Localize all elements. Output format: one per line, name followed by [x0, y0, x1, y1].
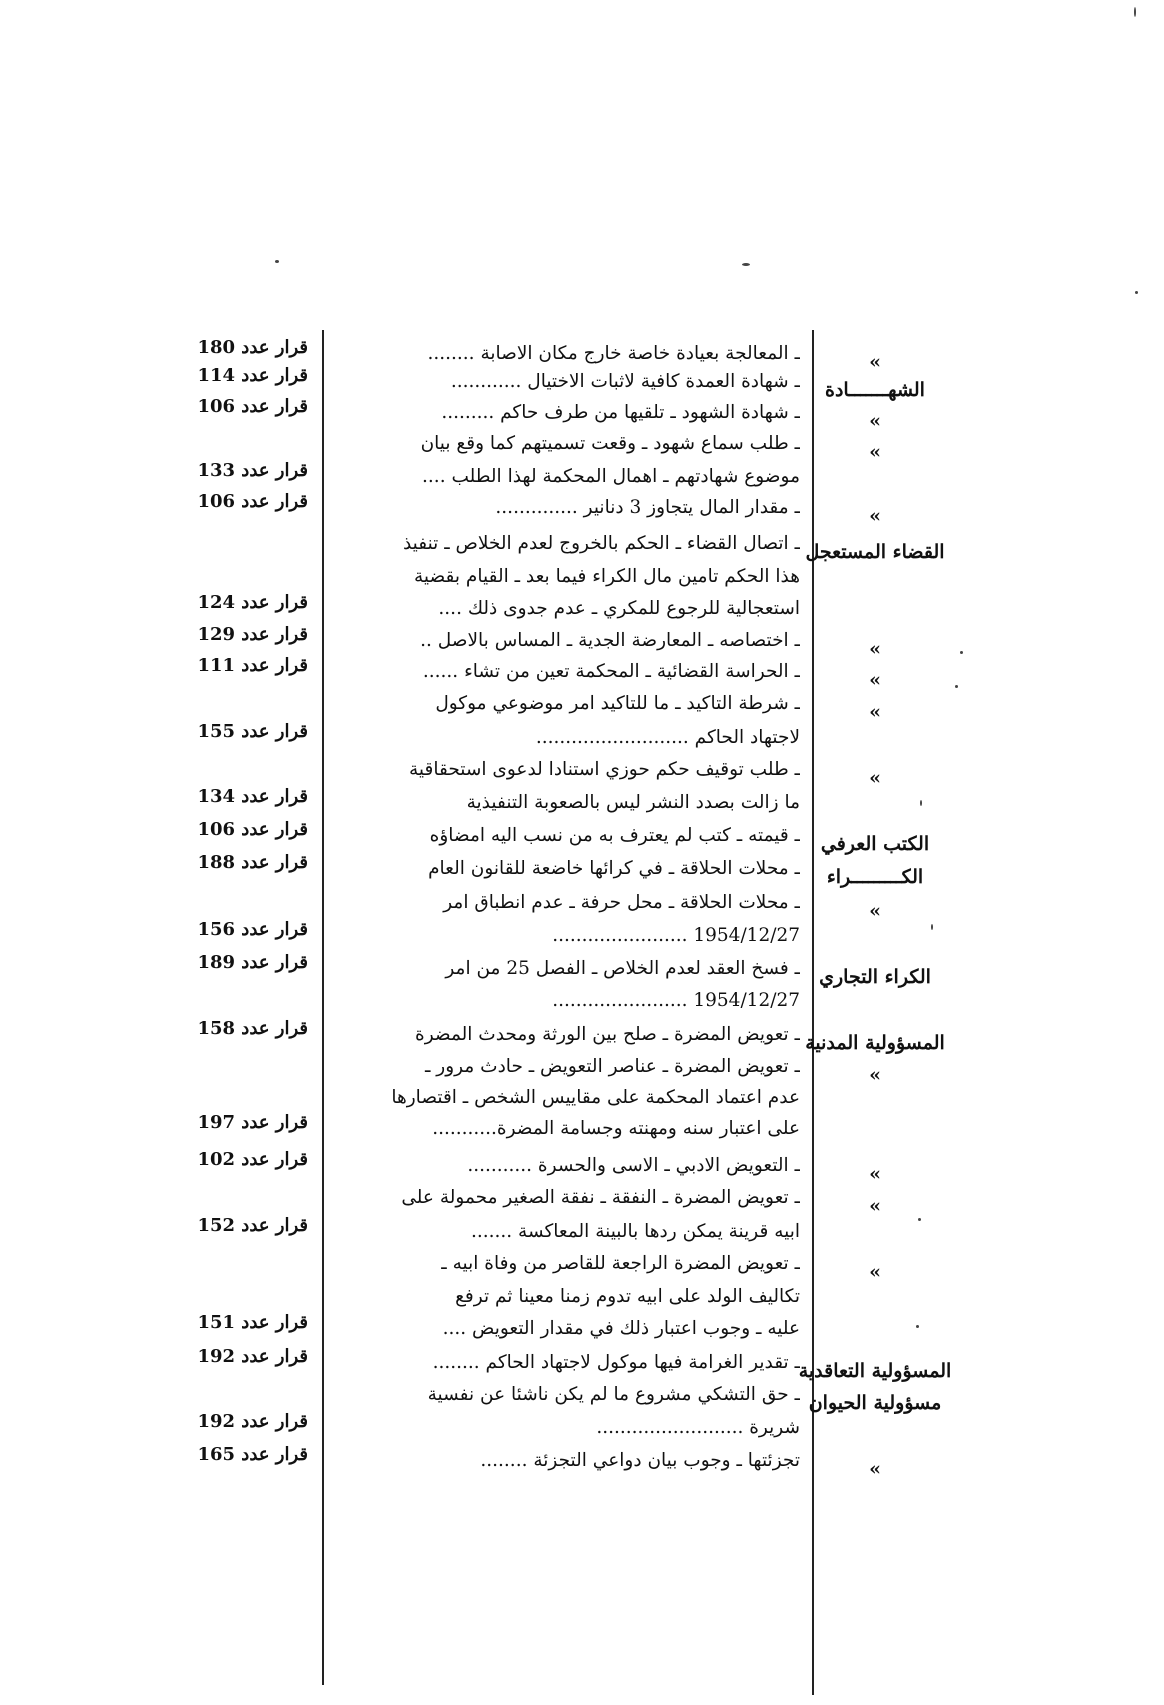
entry-decision-ref: قرار عدد 155 — [197, 721, 308, 742]
entry-subject: » — [869, 1458, 881, 1480]
entry-text: ـ المعالجة بعيادة خاصة خارج مكان الاصابة ........ — [427, 343, 800, 364]
scan-speck — [742, 263, 750, 266]
scan-speck — [1134, 7, 1136, 17]
entry-text: على اعتبار سنه ومهنته وجسامة المضرة........... — [432, 1118, 800, 1139]
entry-subject: » — [869, 1261, 881, 1283]
scan-speck — [275, 260, 279, 263]
entry-text: ـ شهادة الشهود ـ تلقيها من طرف حاكم ......... — [441, 402, 800, 423]
entry-text: ـ التعويض الادبي ـ الاسى والحسرة ........... — [467, 1155, 800, 1176]
entry-decision-ref: قرار عدد 192 — [197, 1411, 308, 1432]
entry-text: لاجتهاد الحاكم .......................... — [535, 727, 800, 748]
entry-decision-ref: قرار عدد 102 — [197, 1149, 308, 1170]
entry-subject: » — [869, 410, 881, 432]
entry-text: استعجالية للرجوع للمكري ـ عدم جدوى ذلك .... — [438, 598, 800, 619]
entry-subject: » — [869, 701, 881, 723]
entry-decision-ref: قرار عدد 156 — [197, 919, 308, 940]
entry-text: ـ محلات الحلاقة ـ محل حرفة ـ عدم انطباق امر — [443, 892, 800, 913]
scan-speck — [916, 1325, 919, 1328]
entry-subject: » — [869, 505, 881, 527]
entry-subject: » — [869, 351, 881, 373]
entry-text: هذا الحكم تامين مال الكراء فيما بعد ـ القيام بقضية — [414, 566, 800, 587]
entry-decision-ref: قرار عدد 106 — [197, 396, 308, 417]
entry-text: ـ الحراسة القضائية ـ المحكمة تعين من تشاء ...... — [422, 661, 800, 682]
entry-subject: » — [869, 900, 881, 922]
entry-subject: » — [869, 1195, 881, 1217]
entry-subject: القضاء المستعجل — [805, 541, 945, 563]
scan-speck — [960, 651, 963, 654]
entry-text: ابيه قرينة يمكن ردها بالبينة المعاكسة ....... — [471, 1221, 800, 1242]
entry-text: ـ شرطة التاكيد ـ ما للتاكيد امر موضوعي موكول — [435, 693, 800, 714]
entry-text: ـ حق التشكي مشروع ما لم يكن ناشئا عن نفسية — [427, 1384, 800, 1405]
entry-text: ـ مقدار المال يتجاوز 3 دنانير .............. — [495, 497, 800, 518]
entry-decision-ref: قرار عدد 106 — [197, 491, 308, 512]
entry-subject: » — [869, 638, 881, 660]
entry-decision-ref: قرار عدد 197 — [197, 1112, 308, 1133]
entry-text: ـ تعويض المضرة ـ عناصر التعويض ـ حادث مرور ـ — [424, 1056, 800, 1077]
entry-decision-ref: قرار عدد 124 — [197, 592, 308, 613]
entry-decision-ref: قرار عدد 158 — [197, 1018, 308, 1039]
entry-subject: » — [869, 767, 881, 789]
entry-decision-ref: قرار عدد 165 — [197, 1444, 308, 1465]
entry-text: ـ اختصاصه ـ المعارضة الجدية ـ المساس بالاصل .. — [420, 630, 800, 651]
entry-text: عليه ـ وجوب اعتبار ذلك في مقدار التعويض .... — [442, 1318, 800, 1339]
entry-subject: المسؤولية المدنية — [805, 1032, 945, 1054]
scan-speck — [1135, 291, 1138, 294]
entry-subject: » — [869, 669, 881, 691]
entry-decision-ref: قرار عدد 189 — [197, 952, 308, 973]
entry-subject: » — [869, 441, 881, 463]
entry-decision-ref: قرار عدد 192 — [197, 1346, 308, 1367]
entry-text: ـ طلب توقيف حكم حوزي استنادا لدعوى استحقاقية — [408, 759, 800, 780]
entry-subject: الشهـــــــادة — [825, 379, 925, 401]
entry-text: ـ تقدير الغرامة فيها موكول لاجتهاد الحاكم ........ — [432, 1352, 800, 1373]
entry-text: موضوع شهادتهم ـ اهمال المحكمة لهذا الطلب .... — [422, 466, 800, 487]
entry-text: ـ اتصال القضاء ـ الحكم بالخروج لعدم الخلاص ـ تنفيذ — [402, 533, 800, 554]
entry-decision-ref: قرار عدد 111 — [197, 655, 308, 676]
entry-decision-ref: قرار عدد 106 — [197, 819, 308, 840]
entry-subject: المسؤولية التعاقدية — [798, 1360, 952, 1382]
entry-text: ـ محلات الحلاقة ـ في كرائها خاضعة للقانون العام — [428, 858, 800, 879]
entry-decision-ref: قرار عدد 151 — [197, 1312, 308, 1333]
entry-text: ـ تعويض المضرة الراجعة للقاصر من وفاة ابيه ـ — [441, 1253, 800, 1274]
entry-subject: الكراء التجاري — [819, 966, 931, 988]
entry-subject: » — [869, 1064, 881, 1086]
entry-decision-ref: قرار عدد 188 — [197, 852, 308, 873]
entry-decision-ref: قرار عدد 180 — [197, 337, 308, 358]
entry-subject: الكتب العرفي — [820, 833, 930, 855]
entry-text: عدم اعتماد المحكمة على مقاييس الشخص ـ اقتصارها — [391, 1087, 800, 1108]
entry-text: ـ قيمته ـ كتب لم يعترف به من نسب اليه امضاؤه — [429, 825, 800, 846]
entry-subject: مسؤولية الحيوان — [808, 1392, 942, 1414]
entry-decision-ref: قرار عدد 114 — [197, 365, 308, 386]
entry-text: ـ تعويض المضرة ـ صلح بين الورثة ومحدث المضرة — [415, 1024, 800, 1045]
entry-text: ـ طلب سماع شهود ـ وقعت تسميتهم كما وقع بيان — [420, 433, 800, 454]
entry-decision-ref: قرار عدد 134 — [197, 786, 308, 807]
column-divider-right — [812, 330, 814, 1695]
scan-speck — [918, 1218, 921, 1221]
entry-text: شريرة ......................... — [596, 1417, 800, 1438]
entry-decision-ref: قرار عدد 133 — [197, 460, 308, 481]
entry-decision-ref: قرار عدد 129 — [197, 624, 308, 645]
entry-text: ـ فسخ العقد لعدم الخلاص ـ الفصل 25 من امر — [445, 958, 800, 979]
scan-speck — [931, 924, 933, 930]
entry-text: ما زالت بصدد النشر ليس بالصعوبة التنفيذية — [466, 792, 800, 813]
scan-speck — [920, 800, 922, 806]
entry-text: ـ تعويض المضرة ـ النفقة ـ نفقة الصغير محمولة على — [401, 1187, 800, 1208]
entry-text: ـ شهادة العمدة كافية لاثبات الاختيال ............ — [450, 371, 800, 392]
entry-text: تجزئتها ـ وجوب بيان دواعي التجزئة ........ — [480, 1450, 800, 1471]
entry-text: 1954/12/27 ....................... — [552, 990, 800, 1011]
entry-text: تكاليف الولد على ابيه تدوم زمنا معينا ثم ترفع — [455, 1286, 800, 1307]
entry-text: 1954/12/27 ....................... — [552, 925, 800, 946]
scan-speck — [955, 685, 958, 688]
entry-decision-ref: قرار عدد 152 — [197, 1215, 308, 1236]
entry-subject: » — [869, 1163, 881, 1185]
entry-subject: الكـــــــــراء — [826, 866, 924, 888]
